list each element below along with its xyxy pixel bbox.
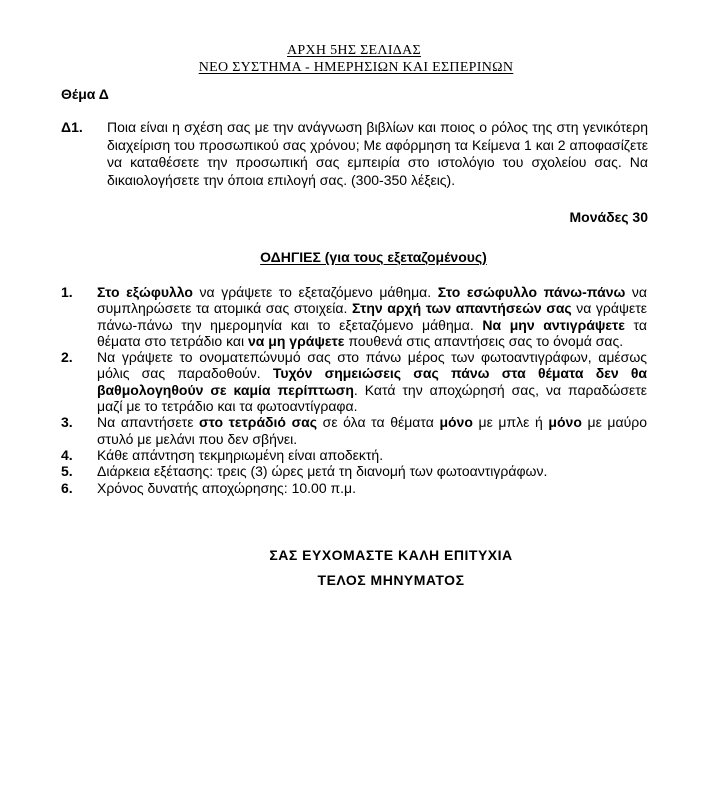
instruction-segment: Να γράψετε το ονοματεπώνυμό σας στο πάνω μέρος των φωτοαντιγράφων, αμέσως μόλις σας παραδοθούν. [97,349,647,382]
instruction-text [97,414,647,447]
instruction-text [97,480,647,496]
instruction-segment: πουθενά στις απαντήσεις σας το όνομά σας. [344,332,624,349]
instructions-title-text: ΟΔΗΓΙΕΣ (για τους εξεταζομένους) [260,249,487,265]
instruction-emphasis: μόνο [439,414,473,431]
instruction-item [61,349,651,414]
instruction-text [97,463,647,479]
instruction-segment: τα θέματα στο τετράδιο και [97,316,647,349]
instruction-item [61,463,651,479]
instruction-segment: Να απαντήσετε [97,414,200,431]
instruction-emphasis: Στο εσώφυλλο πάνω-πάνω [437,284,626,300]
question-units: Μονάδες 30 [569,209,648,225]
instruction-emphasis: Στο εξώφυλλο [97,284,193,300]
instruction-item [61,480,651,496]
instruction-segment: να γράψετε πάνω-πάνω την ημερομηνία και το εξεταζόμενο μάθημα. [97,300,647,333]
instruction-emphasis: στο τετράδιό σας [199,414,318,431]
header-system-title: ΝΕΟ ΣΥΣΤΗΜΑ - ΗΜΕΡΗΣΙΩΝ ΚΑΙ ΕΣΠΕΡΙΝΩΝ [198,60,514,75]
instructions-title [0,249,712,265]
instruction-segment: σε όλα τα θέματα [317,414,440,431]
instruction-item [61,284,651,349]
footer-end-of-message [0,572,712,588]
instruction-emphasis: να μη γράψετε [248,332,345,349]
instruction-number: 6. [61,479,73,496]
instruction-segment: με μαύρο στυλό με μελάνι που δεν σβήνει. [97,414,647,447]
instructions-list [61,284,651,496]
instruction-number: 4. [61,446,73,463]
instruction-item [61,414,651,447]
footer-end-of-message-text: ΤΕΛΟΣ ΜΗΝΥΜΑΤΟΣ [317,572,465,588]
instruction-emphasis: Στην αρχή των απαντήσεών σας [351,300,572,317]
instruction-text [97,447,647,463]
instruction-text [97,284,647,349]
instruction-emphasis: Να μην αντιγράψετε [482,316,625,333]
question-number: Δ1. [61,119,83,135]
instruction-number: 2. [61,349,73,366]
instruction-segment: Χρόνος δυνατής αποχώρησης: 10.00 π.μ. [97,479,357,496]
instruction-segment: . Κατά την αποχώρησή σας, να παραδώσετε μαζί με το τετράδιο και τα φωτοαντίγραφα. [97,381,647,415]
instruction-segment: Κάθε απάντηση τεκμηριωμένη είναι αποδεκτή. [97,446,384,463]
instruction-emphasis: μόνο [548,414,582,431]
page-header [0,42,712,76]
question-text: Ποια είναι η σχέση σας με την ανάγνωση βιβλίων και ποιος ο ρόλος της στη γενικότερη διαχείριση του προσωπικού σας χρόνου; Με αφόρμηση τα Κείμενα 1 και 2 αποφασίζετε να καταθέσετε την προσωπική σας εμπειρία στο ιστολόγιο του σχολείου σας. Να δικαιολογήσετε την όποια επιλογή σας. (300-350 λέξεις). [107,119,648,188]
instruction-segment: να συμπληρώσετε τα ατομικά σας στοιχεία. [97,284,647,317]
footer-good-luck-text: ΣΑΣ ΕΥΧΟΜΑΣΤΕ ΚΑΛΗ ΕΠΙΤΥΧΙΑ [269,547,513,563]
instruction-number: 5. [61,463,73,480]
instruction-segment: Διάρκεια εξέτασης: τρεις (3) ώρες μετά τη διανομή των φωτοαντιγράφων. [97,463,548,480]
header-page-number: ΑΡΧΗ 5ΗΣ ΣΕΛΙΔΑΣ [287,43,421,58]
theme-title: Θέμα Δ [61,86,109,102]
instruction-item [61,447,651,463]
instruction-text [97,349,647,414]
instruction-segment: να γράψετε το εξεταζόμενο μάθημα. [192,284,438,300]
footer-good-luck [0,547,712,563]
instruction-emphasis: Τυχόν σημειώσεις σας πάνω στα θέματα δεν θα βαθμολογηθούν σε καμία περίπτωση [97,365,648,398]
instruction-number: 3. [61,414,73,431]
instruction-number: 1. [61,284,73,300]
instruction-segment: με μπλε ή [472,414,549,431]
